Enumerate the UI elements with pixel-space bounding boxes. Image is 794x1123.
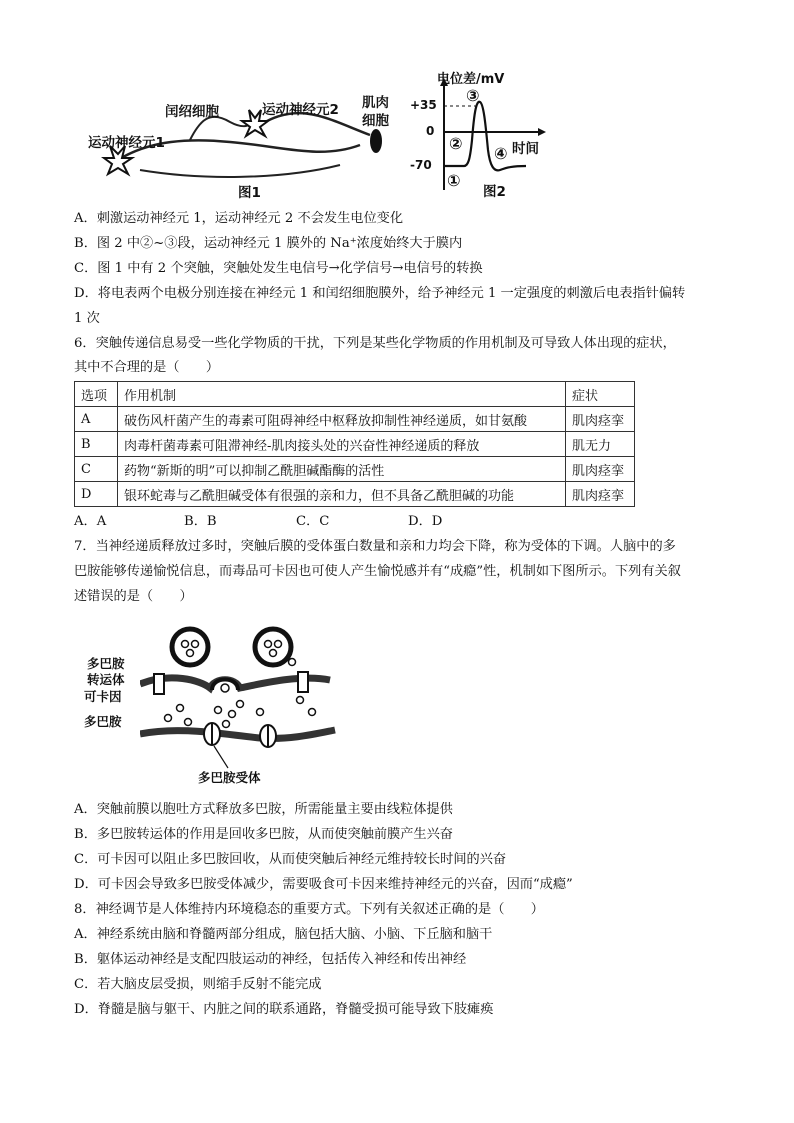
table-header: 选项 xyxy=(75,382,118,407)
q6-answer-a: A．A xyxy=(74,514,107,529)
q7-option-d: D．可卡因会导致多巴胺受体减少，需要吸食可卡因来维持神经元的兴奋，因而“成瘾” xyxy=(74,877,573,892)
table-row xyxy=(75,432,635,457)
table-row xyxy=(75,457,635,482)
x-axis-label: 时间 xyxy=(512,141,539,157)
label-dopamine-receptor: 多巴胺受体 xyxy=(198,770,261,785)
q7-option-b: B．多巴胺转运体的作用是回收多巴胺，从而使突触前膜产生兴奋 xyxy=(74,827,453,842)
q5-option-a: A．刺激运动神经元 1，运动神经元 2 不会发生电位变化 xyxy=(74,211,404,226)
table-cell: A xyxy=(75,407,118,432)
q6-answer-b: B．B xyxy=(184,514,217,529)
synapse-diagram xyxy=(140,622,340,772)
q5-option-b: B．图 2 中②~③段，运动神经元 1 膜外的 Na⁺浓度始终大于膜内 xyxy=(74,236,463,251)
table-cell: 肌肉痉挛 xyxy=(566,457,635,482)
tick-zero: 0 xyxy=(426,124,435,138)
label-muscle-2: 细胞 xyxy=(362,113,389,129)
table-cell: 药物“新斯的明”可以抑制乙酰胆碱酯酶的活性 xyxy=(118,457,566,482)
q8-option-b: B．躯体运动神经是支配四肢运动的神经，包括传入神经和传出神经 xyxy=(74,952,467,967)
point-2: ② xyxy=(449,134,463,153)
q7-stem-line-2: 巴胺能够传递愉悦信息，而毒品可卡因也可使人产生愉悦感并有“成瘾”性，机制如下图所示。下列有关叙 xyxy=(74,564,681,579)
q8-option-c: C．若大脑皮层受损，则缩手反射不能完成 xyxy=(74,977,322,992)
q7-stem-line-1: 7．当神经递质释放过多时，突触后膜的受体蛋白数量和亲和力均会下降，称为受体的下调。人脑中的多 xyxy=(74,539,676,554)
q6-answer-row xyxy=(74,513,442,531)
tick-plus-35: +35 xyxy=(410,98,437,112)
table-cell: D xyxy=(75,482,118,507)
q5-option-d-cont: 1 次 xyxy=(74,311,100,326)
q7-option-a: A．突触前膜以胞吐方式释放多巴胺，所需能量主要由线粒体提供 xyxy=(74,802,453,817)
table-cell: C xyxy=(75,457,118,482)
label-motor-neuron-2: 运动神经元2 xyxy=(262,102,339,118)
table-cell: 肌肉痉挛 xyxy=(566,482,635,507)
table-cell: 肌肉痉挛 xyxy=(566,407,635,432)
q6-table xyxy=(74,381,635,507)
table-row xyxy=(75,482,635,507)
label-dopamine-transporter-1: 多巴胺 xyxy=(87,656,125,671)
q6-stem-line-2: 其中不合理的是（ ） xyxy=(74,360,220,375)
table-cell: 肌无力 xyxy=(566,432,635,457)
table-header: 症状 xyxy=(566,382,635,407)
label-dopamine: 多巴胺 xyxy=(84,714,122,729)
q5-option-d: D．将电表两个电极分别连接在神经元 1 和闰绍细胞膜外，给予神经元 1 一定强度的刺激后电表指针偏转 xyxy=(74,286,686,301)
table-header: 作用机制 xyxy=(118,382,566,407)
q7-stem-line-3: 述错误的是（ ） xyxy=(74,589,193,604)
muscle-cell xyxy=(370,129,382,153)
label-muscle-1: 肌肉 xyxy=(362,95,389,111)
q6-answer-d: D．D xyxy=(408,514,443,529)
q6-stem-line-1: 6．突触传递信息易受一些化学物质的干扰，下列是某些化学物质的作用机制及可导致人体出现的症状， xyxy=(74,336,676,351)
label-interneuron: 闰绍细胞 xyxy=(165,104,219,120)
point-3: ③ xyxy=(466,86,480,105)
q5-option-c: C．图 1 中有 2 个突触，突触处发生电信号→化学信号→电信号的转换 xyxy=(74,261,483,276)
table-cell: 肉毒杆菌毒素可阻滞神经-肌肉接头处的兴奋性神经递质的释放 xyxy=(118,432,566,457)
point-1: ① xyxy=(447,171,461,190)
figure-2-caption: 图2 xyxy=(483,184,506,200)
table-cell: 破伤风杆菌产生的毒素可阻碍神经中枢释放抑制性神经递质，如甘氨酸 xyxy=(118,407,566,432)
figure-1-caption: 图1 xyxy=(238,185,261,201)
q8-option-a: A．神经系统由脑和脊髓两部分组成，脑包括大脑、小脑、下丘脑和脑干 xyxy=(74,927,493,942)
table-row xyxy=(75,407,635,432)
table-cell: 银环蛇毒与乙酰胆碱受体有很强的亲和力，但不具备乙酰胆碱的功能 xyxy=(118,482,566,507)
y-axis-label: 电位差/mV xyxy=(437,72,505,87)
q8-option-d: D．脊髓是脑与躯干、内脏之间的联系通路，脊髓受损可能导致下肢瘫痪 xyxy=(74,1002,494,1017)
label-motor-neuron-1: 运动神经元1 xyxy=(88,135,165,151)
label-cocaine: 可卡因 xyxy=(84,689,122,704)
table-header-row xyxy=(75,382,635,407)
q8-stem: 8．神经调节是人体维持内环境稳态的重要方式。下列有关叙述正确的是（ ） xyxy=(74,902,544,917)
point-4: ④ xyxy=(494,144,508,163)
q7-option-c: C．可卡因可以阻止多巴胺回收，从而使突触后神经元维持较长时间的兴奋 xyxy=(74,852,507,867)
table-cell: B xyxy=(75,432,118,457)
label-dopamine-transporter-2: 转运体 xyxy=(87,672,125,687)
q6-answer-c: C．C xyxy=(296,514,330,529)
tick-minus-70: -70 xyxy=(410,158,432,172)
